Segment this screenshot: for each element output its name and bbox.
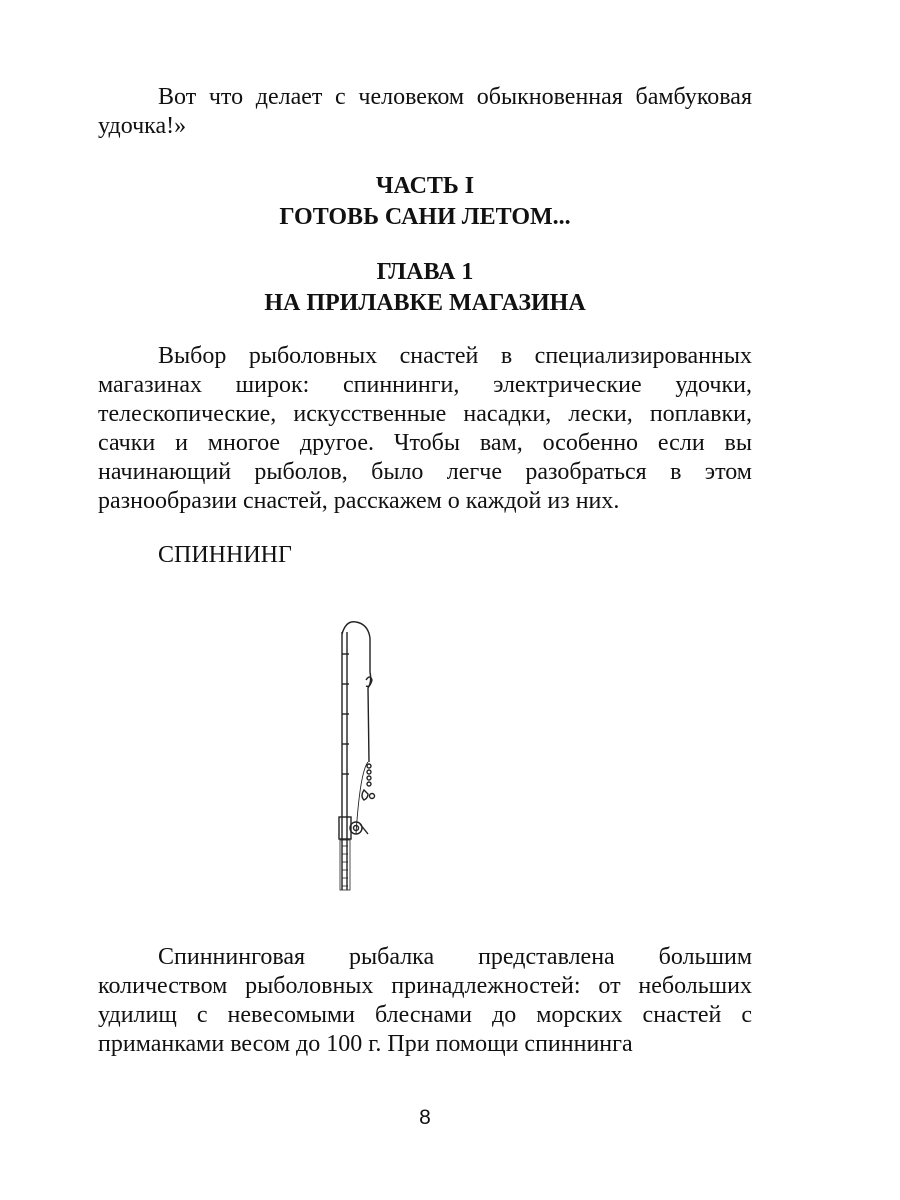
reel-handle bbox=[360, 824, 368, 834]
swivel-chain bbox=[367, 764, 371, 786]
part-heading bbox=[98, 171, 752, 233]
page-number: 8 bbox=[419, 1106, 431, 1129]
part-heading-line-1: ЧАСТЬ I bbox=[375, 173, 475, 199]
part-heading-line-2: ГОТОВЬ САНИ ЛЕТОМ... bbox=[279, 204, 571, 230]
lure bbox=[362, 790, 368, 800]
reel-seat bbox=[339, 817, 351, 839]
rod-guides bbox=[342, 654, 349, 774]
spinning-rod-illustration bbox=[316, 612, 406, 902]
chapter-heading-line-2: НА ПРИЛАВКЕ МАГАЗИНА bbox=[264, 290, 586, 316]
fishing-line bbox=[368, 638, 371, 762]
spinning-rod-icon bbox=[316, 612, 406, 902]
body-paragraph-2: Спиннинговая рыбалка представлена большим количеством рыболовных принадлежностей: от небольших удилищ с невесомыми блеснами до морских снастей с приманками весом до 100 г. При помощи спиннинга bbox=[98, 944, 752, 1057]
body-paragraph-1: Выбор рыболовных снастей в специализированных магазинах широк: спиннинги, электрические удочки, телескопические, искусственные насадки, лески, поплавки, сачки и многое другое. Чтобы вам, особенно если вы начинающий рыболов, было легче разобраться в этом разнообразии снастей, расскажем о каждой из них. bbox=[98, 343, 752, 514]
lure-ring bbox=[370, 794, 375, 799]
chapter-heading-line-1: ГЛАВА 1 bbox=[376, 259, 474, 285]
rod-tip bbox=[342, 622, 370, 638]
section-title: СПИННИНГ bbox=[158, 542, 292, 568]
chapter-heading bbox=[98, 257, 752, 319]
intro-paragraph: Вот что делает с человеком обыкновенная бамбуковая удочка!» bbox=[98, 84, 752, 139]
